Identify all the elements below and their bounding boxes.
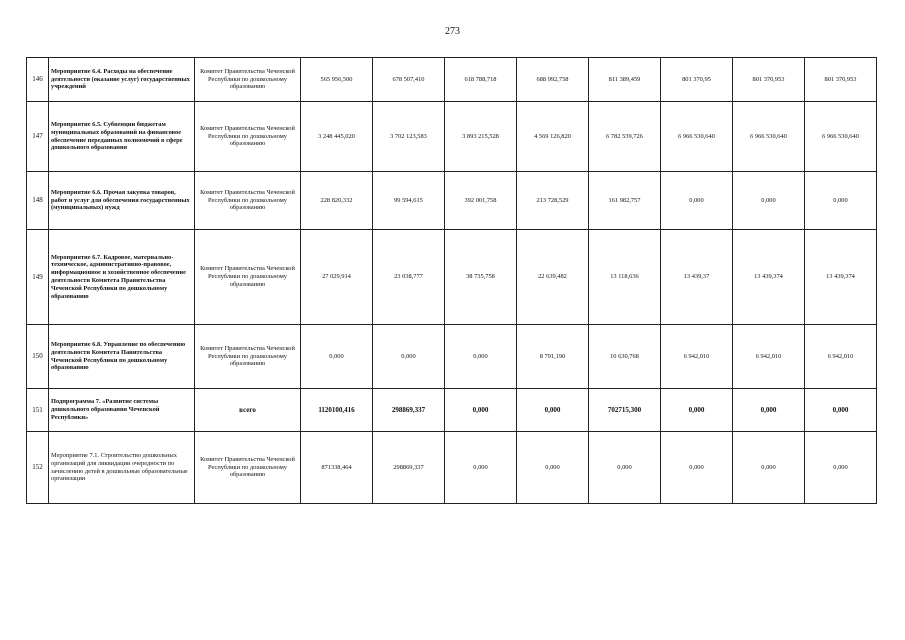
value-cell: 0,000 bbox=[445, 325, 517, 389]
value-cell: 0,000 bbox=[805, 389, 877, 432]
value-cell: 8 791,190 bbox=[517, 325, 589, 389]
value-cell: 10 630,768 bbox=[589, 325, 661, 389]
value-cell: 0,000 bbox=[733, 432, 805, 504]
value-cell: 1120100,416 bbox=[301, 389, 373, 432]
executor-cell: Комитет Правительства Чеченской Республики по дошкольному образованию bbox=[195, 230, 301, 325]
value-cell: 6 942,010 bbox=[661, 325, 733, 389]
value-cell: 6 966 530,640 bbox=[805, 102, 877, 172]
value-cell: 298869,337 bbox=[373, 389, 445, 432]
value-cell: 618 788,718 bbox=[445, 58, 517, 102]
executor-cell: Комитет Правительства Чеченской Республики по дошкольному образованию bbox=[195, 102, 301, 172]
value-cell: 0,000 bbox=[733, 172, 805, 230]
value-cell: 23 038,777 bbox=[373, 230, 445, 325]
value-cell: 678 507,410 bbox=[373, 58, 445, 102]
value-cell: 801 370,953 bbox=[805, 58, 877, 102]
activity-name: Мероприятие 6.4. Расходы на обеспечение деятельности (оказание услуг) государственных учреждений bbox=[49, 58, 195, 102]
activity-name: Мероприятие 6.8. Управление по обеспечению деятельности Комитета Паиительства Чеченской Республики по дошкольному образованию bbox=[49, 325, 195, 389]
activity-name: Мероприятие 6.6. Прочая закупка товаров, работ и услуг для обеспечения государственных (муниципальных) нужд bbox=[49, 172, 195, 230]
value-cell: 0,000 bbox=[661, 389, 733, 432]
value-cell: 0,000 bbox=[373, 325, 445, 389]
row-number: 151 bbox=[27, 389, 49, 432]
value-cell: 0,000 bbox=[661, 432, 733, 504]
page-number: 273 bbox=[445, 26, 460, 37]
value-cell: 27 029,914 bbox=[301, 230, 373, 325]
value-cell: 702715,300 bbox=[589, 389, 661, 432]
executor-cell: Комитет Правительства Чеченской Республики по дошкольному образованию bbox=[195, 432, 301, 504]
budget-table bbox=[26, 57, 877, 504]
row-number: 152 bbox=[27, 432, 49, 504]
table-row bbox=[27, 172, 877, 230]
executor-cell: всего bbox=[195, 389, 301, 432]
value-cell: 6 966 530,640 bbox=[661, 102, 733, 172]
value-cell: 0,000 bbox=[661, 172, 733, 230]
value-cell: 0,000 bbox=[445, 389, 517, 432]
value-cell: 38 735,758 bbox=[445, 230, 517, 325]
value-cell: 0,000 bbox=[805, 172, 877, 230]
value-cell: 4 569 126,820 bbox=[517, 102, 589, 172]
value-cell: 0,000 bbox=[445, 432, 517, 504]
value-cell: 99 594,615 bbox=[373, 172, 445, 230]
executor-cell: Комитет Правительства Чеченской Республики по дошкольному образованию bbox=[195, 58, 301, 102]
value-cell: 13 439,374 bbox=[733, 230, 805, 325]
value-cell: 801 370,953 bbox=[733, 58, 805, 102]
row-number: 150 bbox=[27, 325, 49, 389]
value-cell: 0,000 bbox=[589, 432, 661, 504]
row-number: 147 bbox=[27, 102, 49, 172]
value-cell: 0,000 bbox=[805, 432, 877, 504]
table-body bbox=[27, 58, 877, 504]
row-number: 146 bbox=[27, 58, 49, 102]
value-cell: 0,000 bbox=[301, 325, 373, 389]
value-cell: 13 439,374 bbox=[805, 230, 877, 325]
table-row bbox=[27, 432, 877, 504]
value-cell: 13 118,636 bbox=[589, 230, 661, 325]
row-number: 149 bbox=[27, 230, 49, 325]
value-cell: 3 893 215,528 bbox=[445, 102, 517, 172]
value-cell: 3 248 445,020 bbox=[301, 102, 373, 172]
row-number: 148 bbox=[27, 172, 49, 230]
table-row bbox=[27, 230, 877, 325]
activity-name: Подпрограмма 7. «Развитие системы дошкольного образования Чеченской Республики» bbox=[49, 389, 195, 432]
value-cell: 0,000 bbox=[517, 432, 589, 504]
value-cell: 6 942,010 bbox=[805, 325, 877, 389]
table-row bbox=[27, 389, 877, 432]
activity-name: Мероприятие 7.1. Строительство дошкольных организаций для ликвидации очередности по зачислению детей в дошкольные образовательные организации bbox=[49, 432, 195, 504]
value-cell: 161 982,757 bbox=[589, 172, 661, 230]
value-cell: 0,000 bbox=[733, 389, 805, 432]
value-cell: 801 370,95 bbox=[661, 58, 733, 102]
value-cell: 13 439,37 bbox=[661, 230, 733, 325]
activity-name: Мероприятие 6.5. Субвенции бюджетам муниципальных образований на финансовое обеспечение переданных полномочий в сфере дошкольного образования bbox=[49, 102, 195, 172]
table-row bbox=[27, 58, 877, 102]
value-cell: 6 942,010 bbox=[733, 325, 805, 389]
value-cell: 213 728,529 bbox=[517, 172, 589, 230]
executor-cell: Комитет Правительства Чеченской Республики по дошкольному образованию bbox=[195, 325, 301, 389]
table-row bbox=[27, 102, 877, 172]
value-cell: 688 992,758 bbox=[517, 58, 589, 102]
value-cell: 6 782 539,726 bbox=[589, 102, 661, 172]
executor-cell: Комитет Правительства Чеченской Республики по дошкольному образованию bbox=[195, 172, 301, 230]
value-cell: 22 639,482 bbox=[517, 230, 589, 325]
value-cell: 0,000 bbox=[517, 389, 589, 432]
value-cell: 392 001,758 bbox=[445, 172, 517, 230]
value-cell: 811 389,459 bbox=[589, 58, 661, 102]
table-row bbox=[27, 325, 877, 389]
value-cell: 298869,337 bbox=[373, 432, 445, 504]
value-cell: 6 966 530,640 bbox=[733, 102, 805, 172]
value-cell: 228 820,332 bbox=[301, 172, 373, 230]
activity-name: Мероприятие 6.7. Кадровое, материально-техническое, административно-правовое, информационное и хозяйственное обеспечение деятельности Комитета Правительства Чеченской Республики по дошкольному образованию bbox=[49, 230, 195, 325]
value-cell: 565 956,500 bbox=[301, 58, 373, 102]
value-cell: 871338,464 bbox=[301, 432, 373, 504]
value-cell: 3 702 123,583 bbox=[373, 102, 445, 172]
